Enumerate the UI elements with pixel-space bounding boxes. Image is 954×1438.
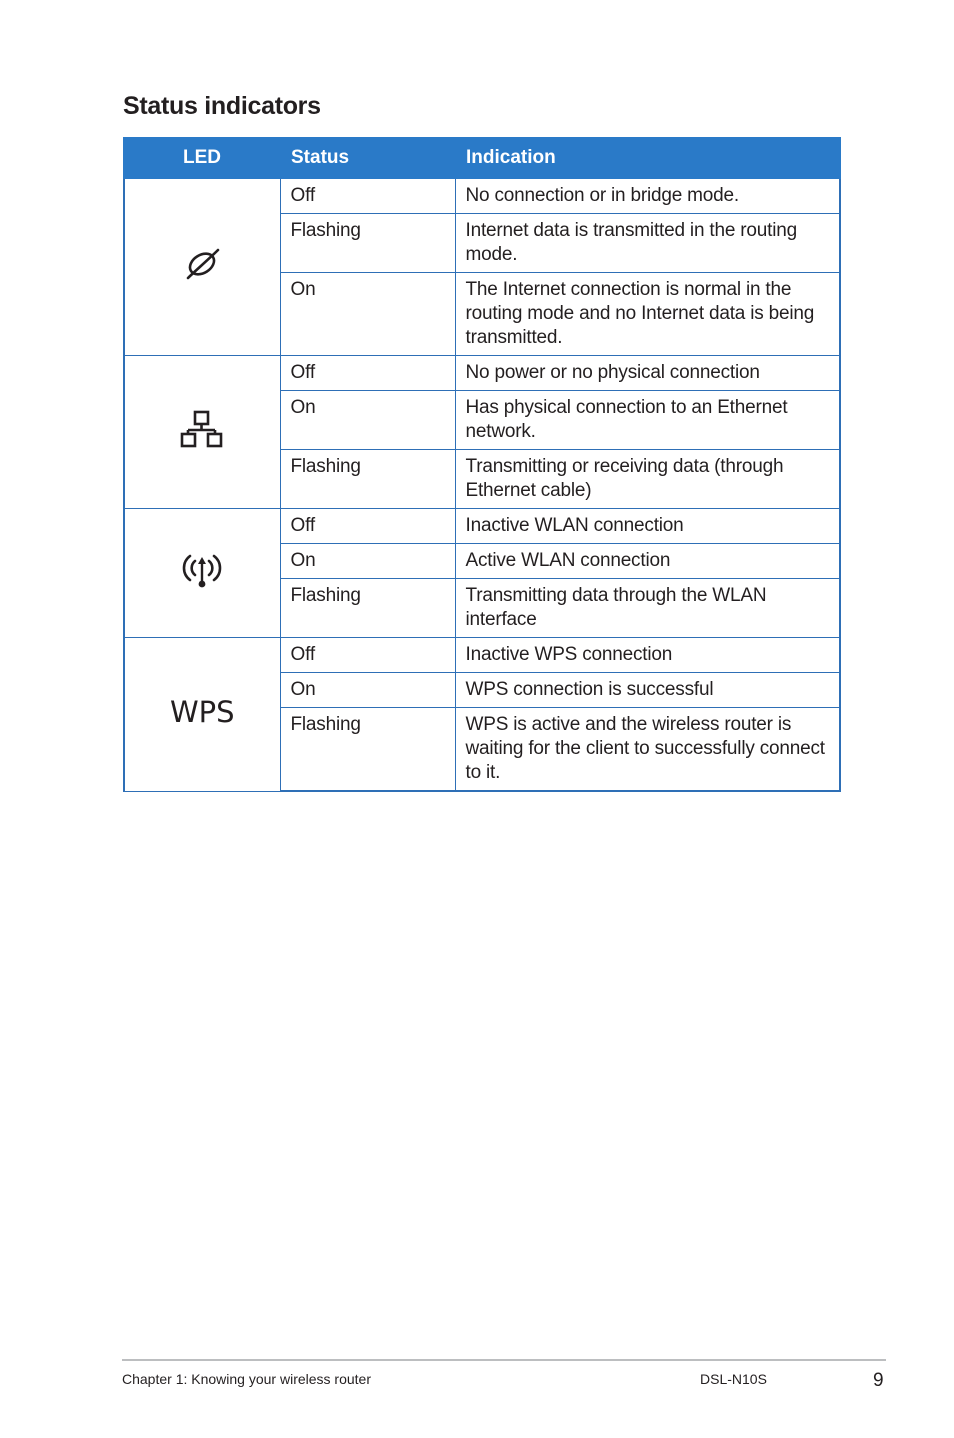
header-status: Status bbox=[280, 138, 455, 178]
led-cell-wlan bbox=[124, 509, 280, 638]
table-row bbox=[124, 509, 840, 544]
status-cell: Off bbox=[280, 356, 455, 391]
indication-cell: The Internet connection is normal in the routing mode and no Internet data is being transmitted. bbox=[455, 273, 840, 356]
table-row bbox=[124, 638, 840, 673]
wlan-icon bbox=[179, 575, 225, 596]
indication-cell: Has physical connection to an Ethernet network. bbox=[455, 391, 840, 450]
indication-cell: No power or no physical connection bbox=[455, 356, 840, 391]
indication-cell: WPS is active and the wireless router is waiting for the client to successfully connect to it. bbox=[455, 708, 840, 792]
lan-icon bbox=[179, 433, 225, 454]
status-cell: Flashing bbox=[280, 579, 455, 638]
table-row bbox=[124, 356, 840, 391]
status-cell: Flashing bbox=[280, 450, 455, 509]
indication-cell: Active WLAN connection bbox=[455, 544, 840, 579]
wps-icon: WPS bbox=[169, 694, 235, 729]
led-cell-lan bbox=[124, 356, 280, 509]
status-cell: On bbox=[280, 273, 455, 356]
header-led: LED bbox=[124, 138, 280, 178]
status-indicators-table bbox=[123, 137, 841, 792]
indication-cell: Inactive WPS connection bbox=[455, 638, 840, 673]
status-cell: Off bbox=[280, 638, 455, 673]
status-cell: On bbox=[280, 544, 455, 579]
internet-icon bbox=[180, 268, 224, 289]
status-cell: Off bbox=[280, 178, 455, 214]
status-cell: Flashing bbox=[280, 708, 455, 792]
footer-divider bbox=[122, 1359, 886, 1361]
table-row bbox=[124, 178, 840, 214]
page-number: 9 bbox=[873, 1370, 884, 1391]
indication-cell: Transmitting or receiving data (through Ethernet cable) bbox=[455, 450, 840, 509]
indication-cell: Internet data is transmitted in the routing mode. bbox=[455, 214, 840, 273]
header-indication: Indication bbox=[455, 138, 840, 178]
led-cell-internet bbox=[124, 178, 280, 356]
footer-chapter: Chapter 1: Knowing your wireless router bbox=[122, 1371, 372, 1387]
indication-cell: Transmitting data through the WLAN interface bbox=[455, 579, 840, 638]
indication-cell: No connection or in bridge mode. bbox=[455, 178, 840, 214]
section-heading: Status indicators bbox=[123, 92, 321, 120]
led-cell-wps bbox=[124, 638, 280, 792]
status-cell: Off bbox=[280, 509, 455, 544]
status-cell: Flashing bbox=[280, 214, 455, 273]
indication-cell: Inactive WLAN connection bbox=[455, 509, 840, 544]
table-header-row bbox=[124, 138, 840, 178]
status-cell: On bbox=[280, 673, 455, 708]
status-cell: On bbox=[280, 391, 455, 450]
indication-cell: WPS connection is successful bbox=[455, 673, 840, 708]
footer-model: DSL-N10S bbox=[700, 1371, 767, 1387]
